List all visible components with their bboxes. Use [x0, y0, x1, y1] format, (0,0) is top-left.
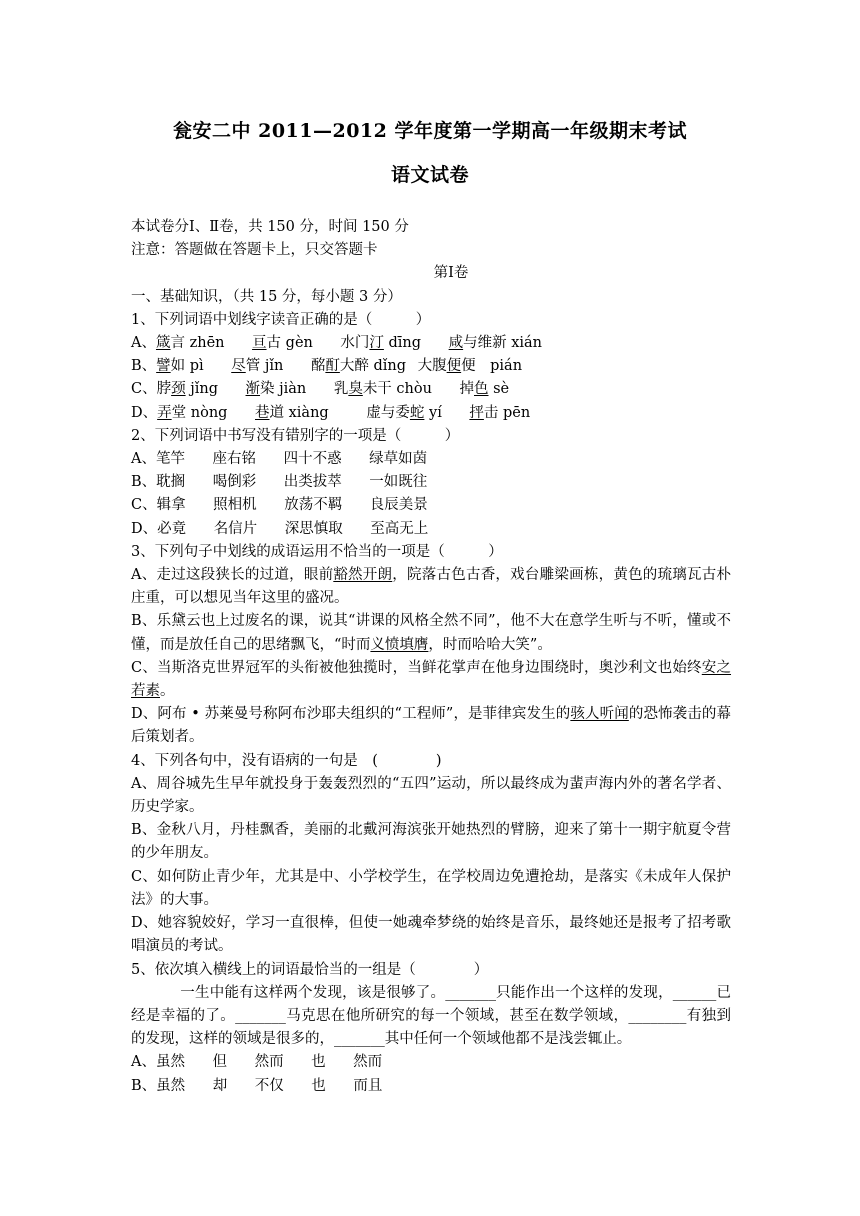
underlined-idiom: 义愤填膺 [370, 636, 429, 653]
option-text: 也 [311, 1054, 326, 1071]
q1-option-b [131, 355, 731, 378]
option-text: 一如既往 [369, 474, 428, 491]
option-text: 大醉 dǐng [339, 358, 407, 375]
option-text: 然而 [353, 1054, 383, 1071]
exam-title: 瓮安二中 2011—2012 学年度第一学期高一年级期末考试 [173, 120, 687, 142]
exam-subtitle: 语文试卷 [390, 164, 469, 186]
option-text: 便 pián [461, 358, 523, 375]
option-text: B、耽搁 [131, 474, 186, 491]
option-text: 的恐怖袭击的幕后策划者。 [131, 706, 732, 746]
option-text: 绿草如茵 [369, 451, 428, 468]
underlined-char: 蛇 [409, 404, 425, 421]
option-text: ，时而哈哈大笑”。 [428, 636, 552, 653]
option-text: 而且 [353, 1077, 383, 1094]
option-text: D、阿布 • 苏莱曼号称阿布沙耶夫组织的“工程师”，是菲律宾发生的 [131, 706, 571, 723]
option-text: jǐng [185, 381, 218, 398]
underlined-char: 渐 [245, 381, 261, 398]
q4-option-c: C、如何防止青少年，尤其是中、小学校学生，在学校周边免遭抢劫，是落实《未成年人保护法》的大事。 [131, 868, 731, 908]
underlined-char: 巷 [255, 404, 270, 421]
option-text: 也 [311, 1077, 326, 1094]
option-text: 座右铭 [212, 451, 257, 468]
underlined-char: 亘 [252, 335, 267, 352]
q5-option-b [131, 1075, 731, 1098]
q5-stem: 5、依次填入横线上的词语最恰当的一组是（ ） [131, 961, 489, 978]
option-text: 堂 nòng [171, 404, 228, 421]
option-text: 出类拔萃 [283, 474, 342, 491]
underlined-char: 汀 [369, 335, 384, 352]
option-text: 。 [160, 683, 175, 700]
option-text: 放荡不羁 [284, 497, 343, 514]
option-text: 至高无上 [370, 520, 429, 537]
q4-option-b: B、金秋八月，丹桂飘香，美丽的北戴河海滨张开她热烈的臂膀，迎来了第十一期宇航夏令营的少年朋友。 [131, 822, 731, 862]
option-text: 道 xiàng [269, 404, 329, 421]
option-text: 染 jiàn [260, 381, 307, 398]
option-text: 不仅 [254, 1077, 284, 1094]
option-text: 管 jǐn [245, 358, 284, 375]
q5-option-a [131, 1051, 731, 1074]
option-text: 乳 [333, 381, 349, 398]
q4-option-a: A、周谷城先生早年就投身于轰轰烈烈的“五四”运动，所以最终成为蜚声海内外的著名学者、历史学家。 [131, 775, 731, 816]
option-text: 未干 chòu [362, 381, 432, 398]
q2-option-c [131, 494, 731, 517]
option-text: yí [424, 404, 442, 421]
option-text: 水门 [340, 335, 370, 352]
option-text: 名信片 [213, 520, 258, 537]
option-text: 古 gèn [266, 335, 313, 352]
option-text: 掉 [459, 381, 474, 398]
underlined-idiom: 安之若素 [131, 659, 732, 700]
q2-stem: 2、下列词语中书写没有错别字的一项是（ ） [131, 427, 460, 444]
option-text: C、当斯洛克世界冠军的头衔被他独揽时，当鲜花掌声在他身边围绕时，奥沙利文也始终 [131, 659, 702, 676]
underlined-char: 譬 [156, 358, 171, 375]
option-text: 喝倒彩 [212, 474, 257, 491]
option-text: ，院落古色古香，戏台雕梁画栋，黄色的琉璃瓦古朴庄重，可以想见当年这里的盛况。 [131, 567, 731, 607]
option-text: 言 zhēn [170, 335, 225, 352]
option-text: 但 [212, 1054, 228, 1071]
underlined-char: 臭 [348, 381, 363, 398]
intro-line-1: 本试卷分Ⅰ、Ⅱ卷，共 150 分，时间 150 分 [131, 219, 409, 235]
intro-line-2: 注意：答题做在答题卡上，只交答题卡 [131, 242, 378, 259]
option-text: A、虽然 [131, 1054, 185, 1071]
underlined-idiom: 骇人听闻 [570, 706, 629, 723]
q2-option-b [131, 471, 731, 494]
option-text: 如 pì [170, 358, 204, 375]
underlined-idiom: 豁然开朗 [333, 567, 393, 584]
option-text: B、虽然 [131, 1077, 186, 1094]
option-text: 酩 [310, 358, 326, 375]
q2-option-d [131, 518, 731, 541]
option-label: D、 [131, 404, 158, 421]
option-label: A、 [131, 335, 156, 352]
q1-option-d [131, 402, 731, 425]
q2-option-a [131, 448, 731, 471]
option-text: 虚与委 [366, 404, 410, 421]
q3-option-c [131, 657, 731, 703]
q4-option-d: D、她容貌姣好，学习一直很棒，但使一她魂牵梦绕的始终是音乐，最终她还是报考了招考歌唱演员的考试。 [131, 915, 731, 955]
option-text: sè [488, 381, 510, 398]
option-text: 却 [212, 1077, 228, 1094]
q1-option-a [131, 332, 731, 355]
exam-body [131, 216, 731, 1098]
option-text: dīng [383, 335, 422, 352]
option-text: 照相机 [213, 497, 257, 514]
underlined-char: 咸 [448, 335, 464, 352]
option-text: 与维新 xián [463, 335, 543, 352]
option-text: 四十不惑 [283, 451, 342, 468]
option-text: A、笔竿 [131, 451, 185, 468]
option-text: 大腹 [417, 358, 447, 375]
option-label: B、 [131, 358, 157, 375]
q3-stem: 3、下列句子中划线的成语运用不恰当的一项是（ ） [131, 543, 503, 560]
option-text: A、走过这段狭长的过道，眼前 [131, 567, 334, 584]
q3-option-a [131, 564, 731, 610]
underlined-char: 弄 [157, 404, 172, 421]
option-text: 然而 [254, 1054, 284, 1071]
option-text: C、辑拿 [131, 497, 186, 514]
underlined-char: 尽 [231, 358, 246, 375]
option-text: D、必竟 [131, 520, 187, 537]
option-label: C、脖 [131, 381, 172, 398]
underlined-char: 箴 [155, 335, 171, 352]
option-text: 击 pēn [483, 404, 531, 421]
option-text: 良辰美景 [369, 497, 428, 514]
q4-stem: 4、下列各句中，没有语病的一句是 ( ) [131, 752, 442, 769]
option-text: 深思慎取 [284, 520, 343, 537]
underlined-char: 酊 [325, 358, 340, 375]
underlined-char: 便 [446, 358, 462, 375]
q1-option-c [131, 378, 731, 401]
underlined-char: 抨 [469, 404, 484, 421]
q3-option-b [131, 610, 731, 656]
section-heading: 一、基础知识，（共 15 分，每小题 3 分） [131, 288, 402, 305]
q5-passage: 一生中能有这样两个发现，该是很够了。_______只能作出一个这样的发现，______已经是幸福的了。_______马克思在他所研究的每一个领域，甚至在数学领域，________有独到的发现，这样的领域是很多的，_______其中任何一个领域他都不是浅尝辄止。 [131, 984, 731, 1048]
volume-heading: 第Ⅰ卷 [433, 265, 469, 282]
option-text: B、乐黛云也上过废名的课，说其“讲课的风格全然不同”，他不大在意学生听与不听，懂或不懂，而是放任自己的思绪飘飞，“时而 [131, 613, 731, 653]
q1-stem: 1、下列词语中划线字读音正确的是（ ） [131, 311, 431, 328]
underlined-char: 颈 [171, 381, 186, 398]
underlined-char: 色 [474, 381, 489, 398]
q3-option-d [131, 703, 731, 749]
